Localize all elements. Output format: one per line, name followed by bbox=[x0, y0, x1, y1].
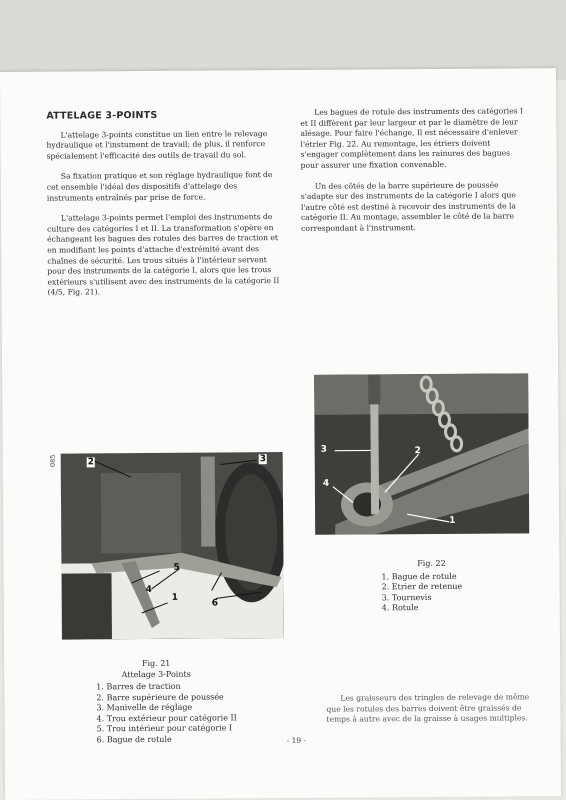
figure-21-legend bbox=[96, 681, 296, 745]
legend-item: 5. Trou intérieur pour catégorie I bbox=[96, 723, 233, 734]
paragraph: Un des côtés de la barre supérieure de poussée s'adapte sur des instruments de la catégorie I alors que l'autre côté est destiné à recevoir des instruments de la catégorie II. Au montage, assembler le côté de la barre correspondant à l'instrument. bbox=[300, 180, 516, 233]
figure-21-caption bbox=[96, 658, 297, 745]
paragraph: Les bagues de rotule des instruments des catégories I et II diffèrent par leur largeur et par le diamètre de leur alésage. Pour faire l'échange, Il est nécessaire d'enlever l'étrier Fig. 22. Au remontage, les étriers doivent s'engager complètement dans les rainures des bagues pour assurer une fixation convenable. bbox=[300, 106, 524, 170]
callout-1: 1 bbox=[449, 515, 456, 526]
figure-22-photo bbox=[314, 373, 529, 534]
three-point-hitch-illustration bbox=[61, 452, 284, 640]
section-title: ATTELAGE 3-POINTS bbox=[46, 109, 158, 122]
paragraph: L'attelage 3-points constitue un lien entre le relevage hydraulique et l'instument de travail; de plus, il renforce spécialement l'efficacité des outils de travail du sol. bbox=[46, 128, 268, 161]
legend-item: 3. Manivelle de réglage bbox=[96, 702, 193, 713]
lubrication-note: Les graisseurs des tringles de relevage de même que les rotules des barres doivent être graissés de temps à autre avec de la graisse à usages multiples. bbox=[326, 692, 530, 724]
paragraph: L'attelage 3-points permet l'emploi des instruments de culture des catégories I et II. La transformation s'opère en échangeant les bagues des rotules des barres de traction et en modifiant les points d'attache d'extrémité avant des chaînes de sécurité. Les trous situés à l'intérieur servent pour des instruments de la catégorie I, alors que les trous extérieurs s'utilisent avec des instruments de la catégorie II (4/5, Fig. 21). bbox=[47, 212, 280, 297]
ball-joint-photo-illustration bbox=[314, 373, 529, 534]
callout-2: 2 bbox=[87, 457, 95, 468]
page-number: - 19 - bbox=[286, 735, 307, 746]
callout-4: 4 bbox=[322, 478, 330, 489]
legend-item: 1. Barres de traction bbox=[96, 681, 181, 692]
legend-item: 4. Rotule bbox=[381, 603, 419, 613]
legend-item: 3. Tournevis bbox=[381, 592, 432, 602]
legend-item: 2. Etrier de retenue bbox=[381, 581, 463, 592]
left-column bbox=[46, 110, 285, 309]
figure-21-ref-code: 085 bbox=[48, 454, 57, 468]
right-column bbox=[300, 106, 527, 244]
manual-page bbox=[0, 68, 561, 800]
figure-21-title: Attelage 3-Points bbox=[121, 669, 191, 679]
figure-21-label: Fig. 21 bbox=[141, 658, 171, 669]
callout-4: 4 bbox=[145, 584, 152, 595]
legend-item: 2. Barre supérieure de poussée bbox=[96, 691, 224, 702]
callout-2: 2 bbox=[414, 446, 421, 457]
callout-3: 3 bbox=[259, 454, 267, 465]
figure-21-photo bbox=[61, 452, 284, 640]
callout-6: 6 bbox=[211, 598, 219, 609]
figure-22-legend bbox=[381, 571, 521, 614]
legend-item: 6. Bague de rotule bbox=[96, 734, 172, 744]
legend-item: 4. Trou extérieur pour catégorie II bbox=[96, 712, 237, 723]
legend-item: 1. Bague de rotule bbox=[381, 571, 457, 581]
callout-1: 1 bbox=[171, 592, 178, 603]
callout-3: 3 bbox=[320, 444, 327, 455]
figure-22-caption bbox=[381, 558, 521, 613]
paragraph: Sa fixation pratique et son réglage hydraulique font de cet ensemble l'idéal des dispositifs d'attelage des instruments entraînés par prise de force. bbox=[46, 170, 273, 203]
callout-5: 5 bbox=[173, 562, 180, 573]
figure-22-label: Fig. 22 bbox=[417, 558, 446, 569]
